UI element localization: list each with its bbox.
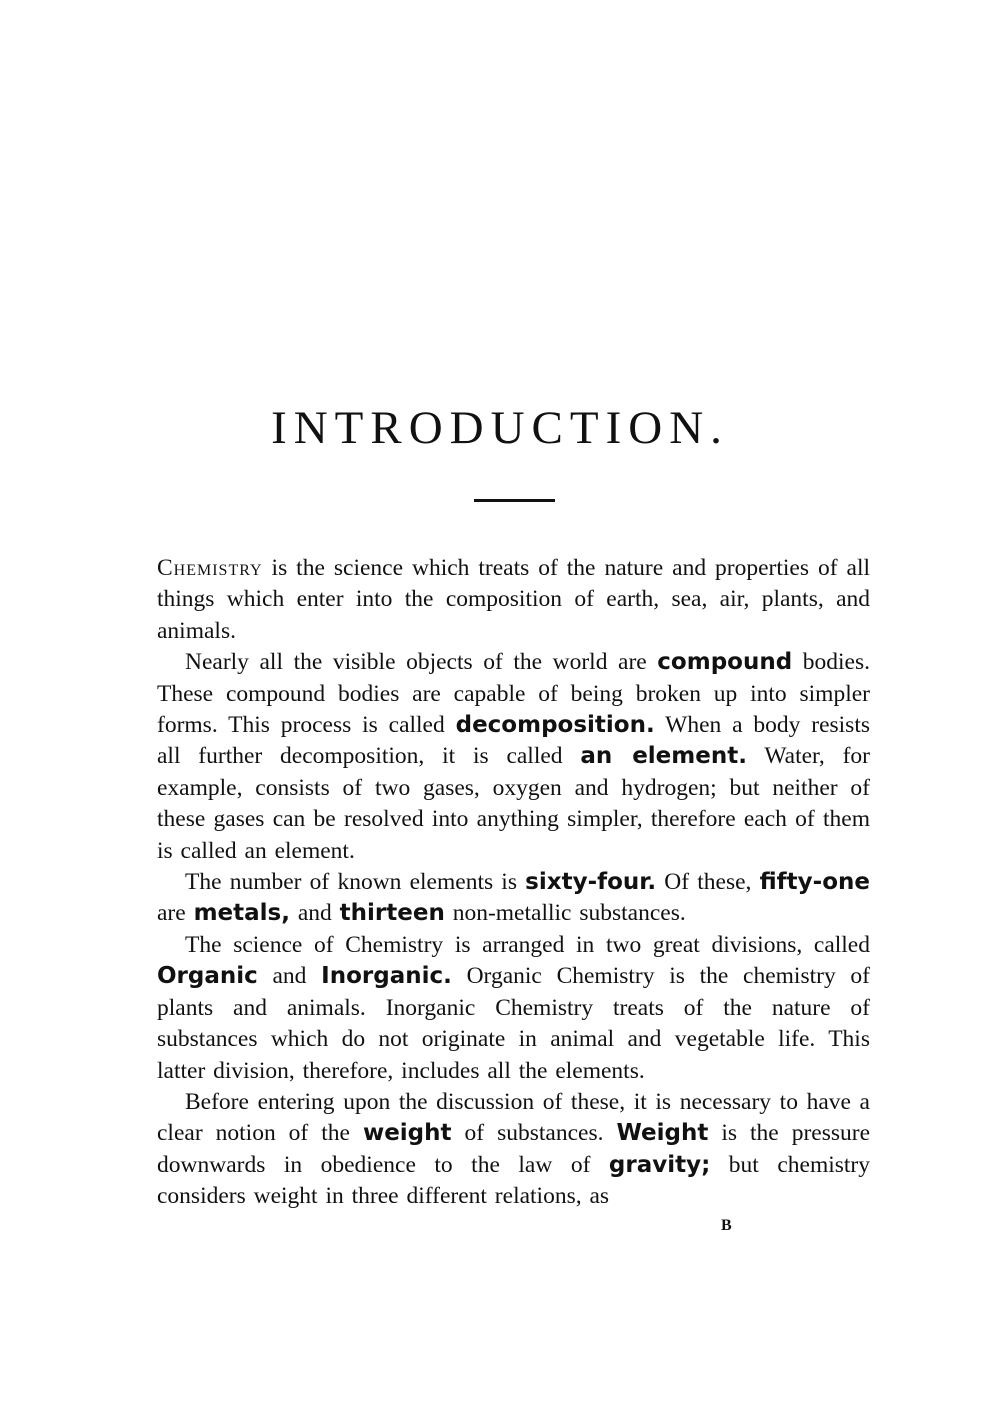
bold-term: gravity; <box>608 1151 711 1178</box>
bold-term: thirteen <box>339 900 445 927</box>
paragraph <box>157 553 870 647</box>
bold-term: compound <box>657 649 793 676</box>
text-run: non-metallic substances. <box>444 900 686 927</box>
bold-term: Inorganic. <box>321 963 452 990</box>
text-run: bodies. These compound bodies are capable of being broken up into simpler forms. This process is called <box>157 649 870 739</box>
bold-term: Organic <box>157 963 258 990</box>
text-run: but chemistry considers weight in three different relations, as <box>157 1151 871 1210</box>
text-run: is the pressure downwards in obedience to the law of <box>157 1120 870 1178</box>
text-run: and <box>257 963 322 990</box>
text-run: and <box>289 900 340 927</box>
body-text <box>157 553 870 1213</box>
text-run: Of these, <box>656 869 760 896</box>
title-rule <box>474 499 555 502</box>
text-run: Before entering upon the discussion of these, it is necessary to have a clear notion of the <box>157 1088 870 1147</box>
text-run: are <box>157 900 194 927</box>
bold-term: fifty-one <box>759 869 870 896</box>
paragraph <box>157 1087 870 1213</box>
bold-term: an element. <box>580 743 747 770</box>
text-run: Water, for example, consists of two gases, oxygen and hydrogen; but neither of these gases can be resolved into anything simpler, therefore each of them is called an element. <box>157 743 870 864</box>
text-run: is the science which treats of the nature and properties of all things which enter into the composition of earth, sea, air, plants, and animals. <box>157 555 870 644</box>
text-run: The number of known elements is <box>185 869 526 896</box>
paragraph <box>157 867 870 930</box>
bold-term: metals, <box>193 900 290 927</box>
bold-term: decomposition. <box>455 712 655 739</box>
bold-term: Weight <box>616 1120 709 1147</box>
text-run: Nearly all the visible objects of the world are <box>185 649 658 676</box>
bold-term: weight <box>362 1120 452 1147</box>
text-run: of substances. <box>451 1120 617 1147</box>
bold-term: sixty-four. <box>525 869 657 896</box>
text-run: When a body resists all further decomposition, it is called <box>157 712 871 770</box>
text-run: Organic Chemistry is the chemistry of plants and animals. Inorganic Chemistry treats of the nature of substances which do not originate in animal and vegetable life. This latter division, therefore, includes all the elements. <box>157 963 870 1084</box>
text-run: The science of Chemistry is arranged in two great divisions, called <box>185 931 870 958</box>
paragraph <box>157 930 870 1087</box>
page-title: INTRODUCTION. <box>271 402 729 454</box>
paragraph <box>157 647 870 867</box>
signature-mark: B <box>721 1217 732 1234</box>
text-run: Chemistry <box>157 555 263 581</box>
